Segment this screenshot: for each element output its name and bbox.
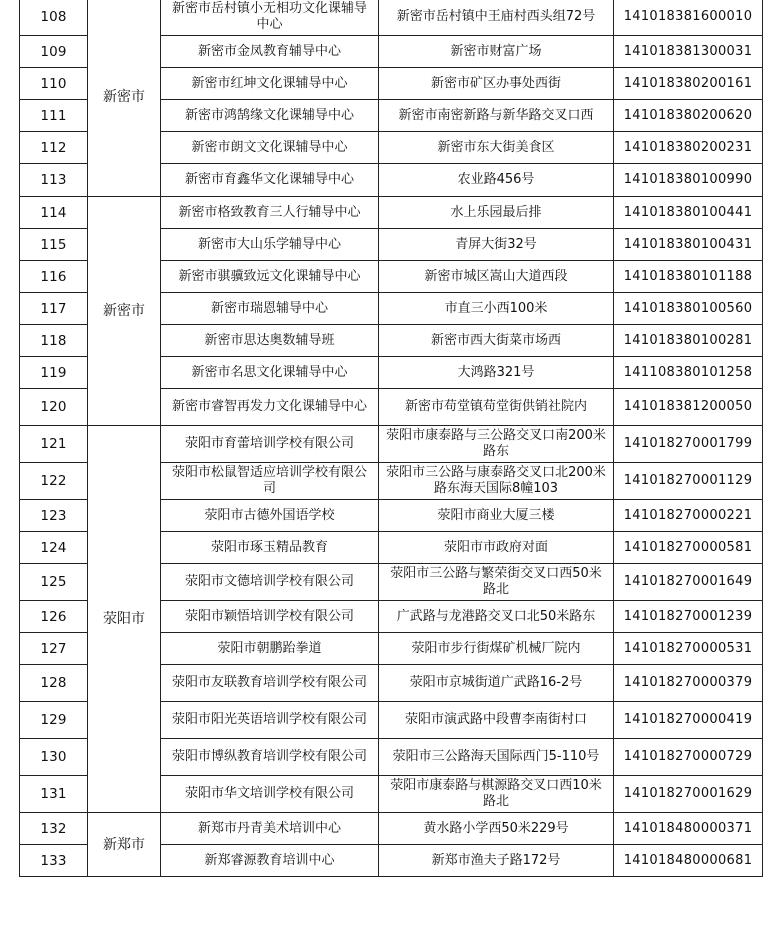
address-cell: 荥阳市三公路与康泰路交叉口北200米路东海天国际8幢103 bbox=[379, 463, 614, 500]
license-code-cell: 141018270000531 bbox=[614, 633, 763, 665]
institution-name-cell: 荥阳市文德培训学校有限公司 bbox=[161, 564, 379, 601]
license-code-cell: 141018380100441 bbox=[614, 197, 763, 229]
institution-name-cell: 荥阳市古德外国语学校 bbox=[161, 500, 379, 532]
address-cell: 新密市岳村镇中王庙村西头组72号 bbox=[379, 0, 614, 36]
license-code-cell: 141018270001649 bbox=[614, 564, 763, 601]
table-row bbox=[20, 813, 763, 845]
license-code-cell: 141018380200620 bbox=[614, 100, 763, 132]
institution-name-cell: 荥阳市阳光英语培训学校有限公司 bbox=[161, 702, 379, 739]
address-cell: 新郑市渔夫子路172号 bbox=[379, 845, 614, 877]
address-cell: 荥阳市商业大厦三楼 bbox=[379, 500, 614, 532]
institution-name-cell: 荥阳市博纵教育培训学校有限公司 bbox=[161, 739, 379, 776]
row-number-cell: 133 bbox=[20, 845, 88, 877]
row-number-cell: 131 bbox=[20, 776, 88, 813]
address-cell: 广武路与龙港路交叉口北50米路东 bbox=[379, 601, 614, 633]
license-code-cell: 141018270000419 bbox=[614, 702, 763, 739]
institution-name-cell: 新密市睿智再发力文化课辅导中心 bbox=[161, 389, 379, 426]
license-code-cell: 141018380101188 bbox=[614, 261, 763, 293]
address-cell: 水上乐园最后排 bbox=[379, 197, 614, 229]
institution-name-cell: 新密市育鑫华文化课辅导中心 bbox=[161, 164, 379, 197]
institution-name-cell: 新密市红坤文化课辅导中心 bbox=[161, 68, 379, 100]
address-cell: 荥阳市演武路中段曹李南街村口 bbox=[379, 702, 614, 739]
row-number-cell: 124 bbox=[20, 532, 88, 564]
license-code-cell: 141018270001129 bbox=[614, 463, 763, 500]
address-cell: 新密市财富广场 bbox=[379, 36, 614, 68]
region-cell: 新密市 bbox=[88, 197, 161, 426]
row-number-cell: 116 bbox=[20, 261, 88, 293]
license-code-cell: 141018381600010 bbox=[614, 0, 763, 36]
license-code-cell: 141018270001629 bbox=[614, 776, 763, 813]
license-code-cell: 141018480000681 bbox=[614, 845, 763, 877]
row-number-cell: 118 bbox=[20, 325, 88, 357]
row-number-cell: 121 bbox=[20, 426, 88, 463]
institution-name-cell: 新密市骐骥致远文化课辅导中心 bbox=[161, 261, 379, 293]
row-number-cell: 113 bbox=[20, 164, 88, 197]
institution-name-cell: 新密市朗文文化课辅导中心 bbox=[161, 132, 379, 164]
license-code-cell: 141018380100990 bbox=[614, 164, 763, 197]
row-number-cell: 109 bbox=[20, 36, 88, 68]
address-cell: 荥阳市三公路与繁荣街交叉口西50米路北 bbox=[379, 564, 614, 601]
table-body bbox=[20, 0, 763, 877]
row-number-cell: 114 bbox=[20, 197, 88, 229]
institution-name-cell: 荥阳市朝鹏跆拳道 bbox=[161, 633, 379, 665]
table-row bbox=[20, 0, 763, 36]
address-cell: 荥阳市京城街道广武路16-2号 bbox=[379, 665, 614, 702]
license-code-cell: 141018380200161 bbox=[614, 68, 763, 100]
institution-name-cell: 荥阳市琢玉精品教育 bbox=[161, 532, 379, 564]
institution-name-cell: 荥阳市友联教育培训学校有限公司 bbox=[161, 665, 379, 702]
address-cell: 大鸿路321号 bbox=[379, 357, 614, 389]
row-number-cell: 111 bbox=[20, 100, 88, 132]
table-row bbox=[20, 197, 763, 229]
license-code-cell: 141018270000729 bbox=[614, 739, 763, 776]
institution-name-cell: 新密市大山乐学辅导中心 bbox=[161, 229, 379, 261]
address-cell: 新密市矿区办事处西街 bbox=[379, 68, 614, 100]
license-code-cell: 141018480000371 bbox=[614, 813, 763, 845]
row-number-cell: 119 bbox=[20, 357, 88, 389]
institution-name-cell: 新郑市丹青美术培训中心 bbox=[161, 813, 379, 845]
license-code-cell: 141018270001799 bbox=[614, 426, 763, 463]
address-cell: 新密市城区嵩山大道西段 bbox=[379, 261, 614, 293]
row-number-cell: 127 bbox=[20, 633, 88, 665]
row-number-cell: 126 bbox=[20, 601, 88, 633]
license-code-cell: 141018270000221 bbox=[614, 500, 763, 532]
institution-name-cell: 新密市格致教育三人行辅导中心 bbox=[161, 197, 379, 229]
row-number-cell: 120 bbox=[20, 389, 88, 426]
license-code-cell: 141018270000581 bbox=[614, 532, 763, 564]
row-number-cell: 125 bbox=[20, 564, 88, 601]
region-cell: 荥阳市 bbox=[88, 426, 161, 813]
address-cell: 荥阳市康泰路与三公路交叉口南200米路东 bbox=[379, 426, 614, 463]
address-cell: 农业路456号 bbox=[379, 164, 614, 197]
row-number-cell: 117 bbox=[20, 293, 88, 325]
institution-name-cell: 荥阳市育蕾培训学校有限公司 bbox=[161, 426, 379, 463]
row-number-cell: 115 bbox=[20, 229, 88, 261]
region-cell: 新郑市 bbox=[88, 813, 161, 877]
license-code-cell: 141018381300031 bbox=[614, 36, 763, 68]
address-cell: 新密市苟堂镇苟堂街供销社院内 bbox=[379, 389, 614, 426]
institution-name-cell: 新郑睿源教育培训中心 bbox=[161, 845, 379, 877]
row-number-cell: 112 bbox=[20, 132, 88, 164]
address-cell: 荥阳市康泰路与棋源路交叉口西10米路北 bbox=[379, 776, 614, 813]
row-number-cell: 108 bbox=[20, 0, 88, 36]
license-code-cell: 141018380100560 bbox=[614, 293, 763, 325]
institution-name-cell: 荥阳市松鼠智适应培训学校有限公司 bbox=[161, 463, 379, 500]
row-number-cell: 123 bbox=[20, 500, 88, 532]
institution-name-cell: 新密市岳村镇小无相功文化课辅导中心 bbox=[161, 0, 379, 36]
license-code-cell: 141108380101258 bbox=[614, 357, 763, 389]
institution-name-cell: 荥阳市华文培训学校有限公司 bbox=[161, 776, 379, 813]
license-code-cell: 141018380100281 bbox=[614, 325, 763, 357]
row-number-cell: 130 bbox=[20, 739, 88, 776]
region-cell: 新密市 bbox=[88, 0, 161, 197]
institution-name-cell: 新密市思达奥数辅导班 bbox=[161, 325, 379, 357]
row-number-cell: 128 bbox=[20, 665, 88, 702]
address-cell: 荥阳市步行街煤矿机械厂院内 bbox=[379, 633, 614, 665]
institution-name-cell: 新密市金凤教育辅导中心 bbox=[161, 36, 379, 68]
institution-name-cell: 荥阳市颖悟培训学校有限公司 bbox=[161, 601, 379, 633]
institution-name-cell: 新密市鸿鹄缘文化课辅导中心 bbox=[161, 100, 379, 132]
institution-name-cell: 新密市名思文化课辅导中心 bbox=[161, 357, 379, 389]
institution-name-cell: 新密市瑞恩辅导中心 bbox=[161, 293, 379, 325]
address-cell: 新密市南密新路与新华路交叉口西 bbox=[379, 100, 614, 132]
license-code-cell: 141018270001239 bbox=[614, 601, 763, 633]
institution-table bbox=[19, 0, 763, 877]
address-cell: 荥阳市市政府对面 bbox=[379, 532, 614, 564]
row-number-cell: 132 bbox=[20, 813, 88, 845]
address-cell: 荥阳市三公路海天国际西门5-110号 bbox=[379, 739, 614, 776]
row-number-cell: 122 bbox=[20, 463, 88, 500]
address-cell: 新密市东大街美食区 bbox=[379, 132, 614, 164]
table-row bbox=[20, 426, 763, 463]
license-code-cell: 141018380100431 bbox=[614, 229, 763, 261]
license-code-cell: 141018381200050 bbox=[614, 389, 763, 426]
address-cell: 市直三小西100米 bbox=[379, 293, 614, 325]
address-cell: 新密市西大街菜市场西 bbox=[379, 325, 614, 357]
row-number-cell: 129 bbox=[20, 702, 88, 739]
row-number-cell: 110 bbox=[20, 68, 88, 100]
address-cell: 黄水路小学西50米229号 bbox=[379, 813, 614, 845]
address-cell: 青屏大街32号 bbox=[379, 229, 614, 261]
license-code-cell: 141018380200231 bbox=[614, 132, 763, 164]
license-code-cell: 141018270000379 bbox=[614, 665, 763, 702]
